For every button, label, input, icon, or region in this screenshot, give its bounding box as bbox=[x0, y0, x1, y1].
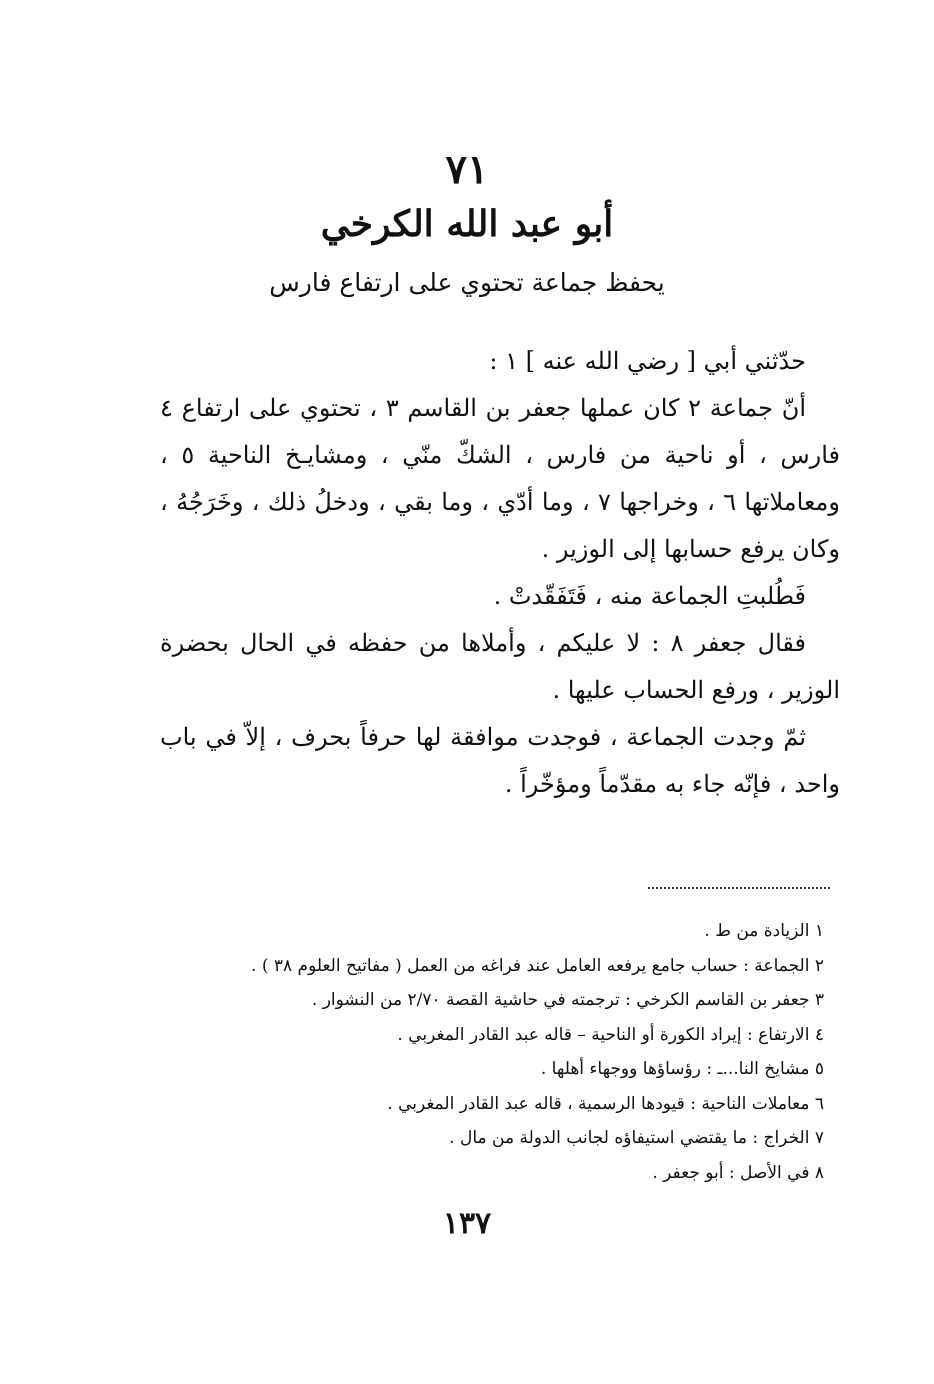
footnote-6: ٦ معاملات الناحية : قيودها الرسمية ، قاله عبد القادر المغربي . bbox=[387, 1093, 824, 1114]
page-number: ١٣٧ bbox=[442, 1206, 492, 1241]
chapter-subtitle: يحفظ جماعة تحتوي على ارتفاع فارس bbox=[269, 268, 665, 297]
chapter-title: أبو عبد الله الكرخي bbox=[320, 203, 614, 245]
paragraph-4: فقال جعفر ٨ : لا عليكم ، وأملاها من حفظه في الحال بحضرة الوزير ، ورفع الحساب عليها . bbox=[160, 629, 840, 704]
footnote-7: ٧ الخراج : ما يقتضي استيفاؤه لجانب الدولة من مال . bbox=[449, 1128, 824, 1148]
footnote-separator bbox=[648, 887, 830, 889]
footnote-5: ٥ مشايخ النا...ـ : رؤساؤها ووجهاء أهلها . bbox=[540, 1059, 824, 1079]
paragraph-5: ثمّ وجدت الجماعة ، فوجدت موافقة لها حرفاً بحرف ، إلاّ في باب واحد ، فإنّه جاء به مقدّماً ومؤخّراً . bbox=[160, 723, 840, 798]
footnote-4: ٤ الارتفاع : إيراد الكورة أو الناحية – قاله عبد القادر المغربي . bbox=[397, 1024, 824, 1045]
footnote-8: ٨ في الأصل : أبو جعفر . bbox=[652, 1162, 824, 1183]
footnote-3: ٣ جعفر بن القاسم الكرخي : ترجمته في حاشية القصة ٢/٧٠ من النشوار . bbox=[311, 990, 824, 1010]
footnote-1: ١ الزيادة من ط . bbox=[704, 921, 824, 941]
footnote-2: ٢ الجماعة : حساب جامع يرفعه العامل عند فراغه من العمل ( مفاتيح العلوم ٣٨ ) . bbox=[251, 955, 824, 976]
paragraph-3: فَطُلبتِ الجماعة منه ، فَتَفَقّدتْ . bbox=[493, 582, 806, 610]
paragraph-1: حدّثني أبي [ رضي الله عنه ] ١ : bbox=[489, 347, 806, 375]
chapter-number: ٧١ bbox=[445, 146, 489, 193]
body-text bbox=[160, 338, 840, 808]
paragraph-2: أنّ جماعة ٢ كان عملها جعفر بن القاسم ٣ ، تحتوي على ارتفاع ٤ فارس ، أو ناحية من فارس ، الشكّ منّي ، ومشايـخ الناحية ٥ ، ومعاملاتها ٦ ، وخراجها ٧ ، وما أدّي ، وما بقي ، ودخلُ ذلك ، وخَرَجُهُ ، وكان يرفع حسابها إلى الوزير . bbox=[160, 394, 840, 563]
footnotes bbox=[190, 914, 824, 1190]
